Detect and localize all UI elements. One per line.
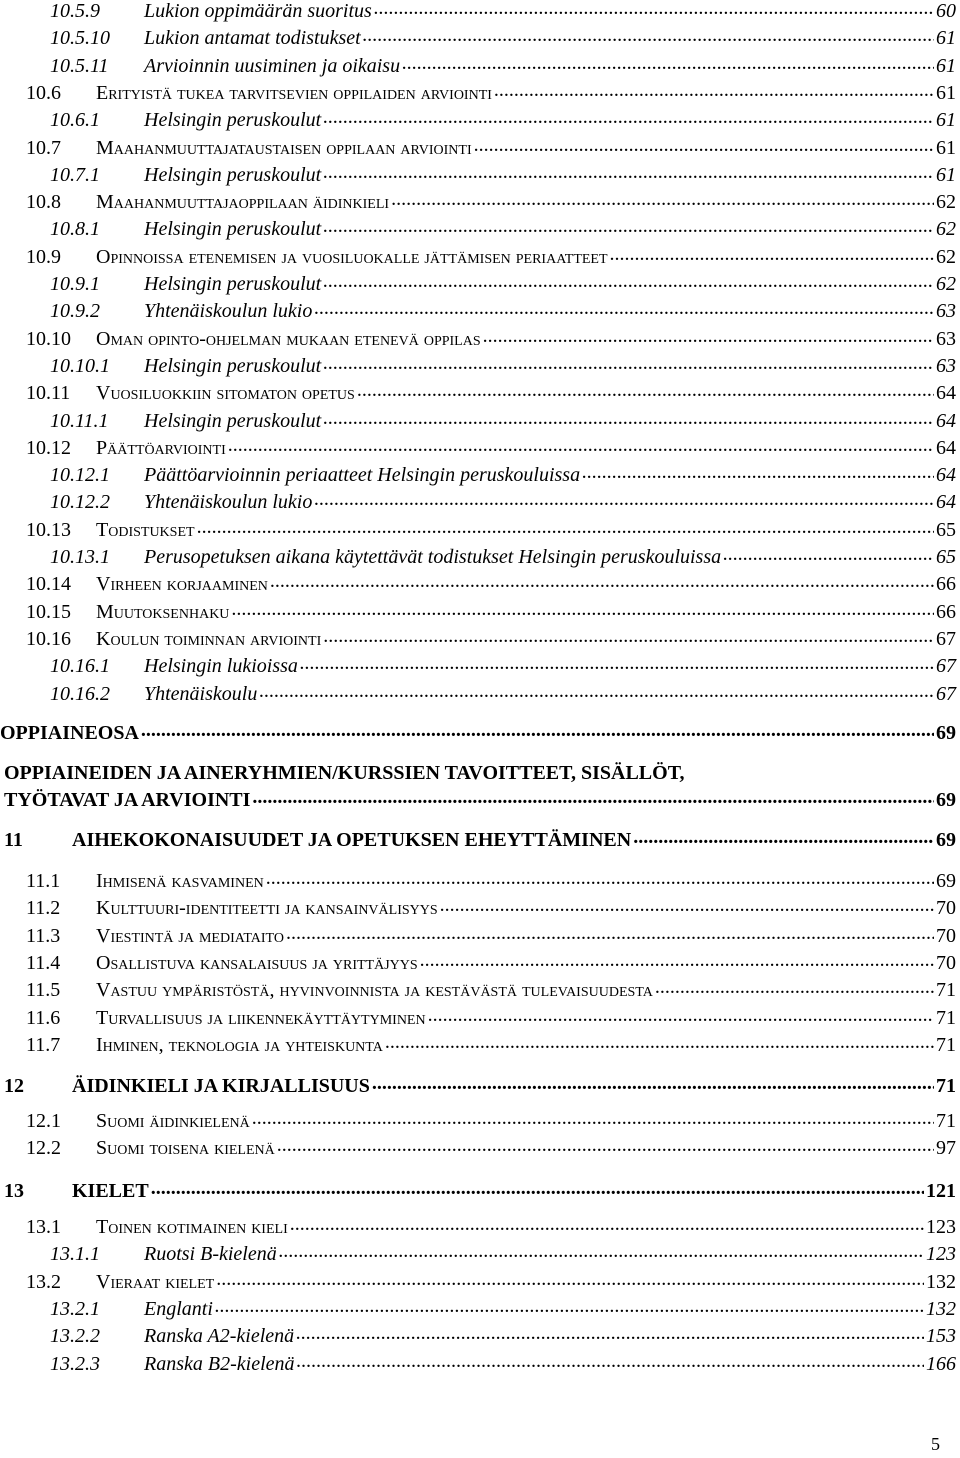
toc-entry-page: 70 (936, 897, 956, 920)
toc-entry-page: 62 (936, 245, 956, 268)
toc-entry-title: Ranska A2-kielenä (144, 1325, 295, 1348)
toc-entry-page: 69 (936, 722, 956, 744)
toc-entry-page: 97 (936, 1137, 956, 1160)
toc-entry-number: 12.2 (26, 1137, 61, 1160)
toc-entry[interactable] (0, 109, 960, 136)
toc-entry-number: 10.6 (26, 81, 61, 104)
toc-entry-title: Arvioinnin uusiminen ja oikaisu (144, 54, 401, 77)
toc-entry-title: Perusopetuksen aikana käytettävät todistukset Helsingin peruskouluissa (144, 546, 722, 568)
toc-entry[interactable] (0, 82, 960, 109)
toc-chapter-title: KIELET (72, 1180, 149, 1202)
toc-entry-number: 10.7 (26, 136, 61, 159)
toc-entry-number: 10.16 (26, 627, 71, 650)
toc-entry-page: 166 (926, 1352, 956, 1375)
toc-entry-number: 12.1 (26, 1110, 61, 1132)
toc-entry-number: 10.6.1 (50, 109, 100, 132)
toc-entry[interactable] (0, 246, 960, 273)
toc-entry-number: 10.12.2 (50, 491, 110, 514)
toc-entry-number: 11.4 (26, 951, 61, 974)
toc-entry[interactable] (0, 546, 960, 573)
toc-entry-number: 13.1 (26, 1216, 61, 1238)
dot-leader (428, 1004, 934, 1027)
toc-entry-title: Kulttuuri-identiteetti ja kansainvälisyys (96, 897, 438, 920)
toc-entry-title: Koulun toiminnan arviointi (96, 627, 322, 650)
toc-entry-number: 10.9.1 (50, 273, 100, 295)
dot-leader (151, 1177, 924, 1200)
toc-entry-page: 64 (936, 436, 956, 459)
toc-entry[interactable] (0, 925, 960, 952)
dot-leader (277, 1134, 934, 1157)
dot-leader (323, 625, 934, 648)
dot-leader (323, 106, 934, 129)
toc-entry[interactable] (0, 1298, 960, 1325)
toc-entry-title: Helsingin peruskoulut (144, 354, 322, 377)
toc-entry-title: Osallistuva kansalaisuus ja yrittäjyys (96, 951, 418, 974)
toc-entry-page: 63 (936, 354, 956, 377)
toc-entry-page: 61 (936, 54, 956, 77)
toc-entry-title: Viestintä ja mediataito (96, 924, 284, 947)
toc-chapter-page: 69 (936, 829, 956, 851)
toc-entry-page: 71 (936, 979, 956, 1002)
toc-entry-number: 10.8 (26, 191, 61, 214)
toc-entry-page: 63 (936, 300, 956, 323)
toc-entry-number: 10.16.2 (50, 682, 110, 705)
toc-entry-title: Helsingin peruskoulut (144, 163, 322, 186)
dot-leader (494, 79, 934, 102)
toc-entry-number: 11.2 (26, 897, 61, 920)
dot-leader (300, 652, 934, 675)
toc-entry[interactable] (0, 300, 960, 327)
dot-leader (440, 894, 934, 917)
toc-entry[interactable] (0, 137, 960, 164)
toc-entry-title: Todistukset (96, 518, 195, 541)
toc-entry-title: Lukion oppimäärän suoritus (144, 0, 372, 22)
toc-entry[interactable] (0, 1110, 960, 1137)
page-number: 5 (931, 1434, 940, 1454)
toc-entry-title: Vastuu ympäristöstä, hyvinvoinnista ja kestävästä tulevaisuudesta (96, 979, 653, 1002)
toc-entry-page: 65 (936, 546, 956, 568)
toc-entry[interactable] (0, 1007, 960, 1034)
toc-entry-number: 10.13 (26, 518, 71, 541)
toc-chapter-number: 12 (4, 1075, 24, 1097)
toc-entry-page: 64 (936, 464, 956, 487)
dot-leader (402, 52, 934, 75)
toc-entry[interactable] (0, 0, 960, 27)
toc-chapter-page: 121 (926, 1180, 956, 1202)
toc-entry-number: 11.5 (26, 979, 61, 1002)
toc-entry-title: Maahanmuuttajaoppilaan äidinkieli (96, 191, 390, 214)
dot-leader (372, 1072, 934, 1095)
toc-entry[interactable] (0, 683, 960, 710)
toc-entry-page: 71 (936, 1033, 956, 1056)
toc-entry-page: 62 (936, 218, 956, 241)
toc-entry-page: 63 (936, 327, 956, 350)
toc-entry-number: 11.7 (26, 1033, 61, 1056)
dot-leader (323, 407, 934, 430)
toc-entry-title: Yhtenäiskoulu (144, 682, 258, 705)
toc-entry-number: 10.10.1 (50, 354, 110, 377)
toc-entry[interactable] (0, 328, 960, 355)
toc-entry-page: 132 (926, 1297, 956, 1320)
toc-entry-page: 70 (936, 924, 956, 947)
toc-entry-title: Helsingin lukioissa (144, 655, 298, 678)
toc-entry-title: Ihmisenä kasvaminen (96, 870, 264, 892)
toc-entry-title: Virheen korjaaminen (96, 573, 268, 596)
toc-entry-number: 10.5.10 (50, 27, 110, 50)
toc-entry[interactable] (0, 870, 960, 897)
toc-entry-page: 60 (936, 0, 956, 22)
toc-entry-title: Ruotsi B-kielenä (144, 1243, 277, 1266)
toc-entry-page: 61 (936, 81, 956, 104)
dot-leader (474, 134, 934, 157)
toc-entry[interactable] (0, 628, 960, 655)
toc-entry-title: Vuosiluokkiin sitomaton opetus (96, 382, 355, 405)
toc-entry[interactable] (0, 1137, 960, 1164)
toc-entry-page: 65 (936, 518, 956, 541)
toc-entry-title-line2: TYÖTAVAT JA ARVIOINTI (4, 789, 251, 811)
toc-entry-page: 66 (936, 600, 956, 623)
toc-chapter-title: AIHEKOKONAISUUDET JA OPETUKSEN EHEYTTÄMINEN (72, 829, 632, 851)
dot-leader (296, 1322, 924, 1345)
toc-chapter-13[interactable] (0, 1180, 960, 1207)
dot-leader (374, 0, 934, 20)
toc-entry-title: Päättöarvioinnin periaatteet Helsingin peruskouluissa (144, 464, 581, 487)
toc-entry-page: 67 (936, 682, 956, 705)
toc-entry[interactable] (0, 897, 960, 924)
dot-leader (228, 434, 934, 457)
toc-entry-page: 123 (926, 1243, 956, 1266)
toc-entry-title: Toinen kotimainen kieli (96, 1216, 288, 1238)
dot-leader (483, 325, 934, 348)
toc-entry[interactable] (0, 191, 960, 218)
dot-leader (357, 379, 934, 402)
toc-entry-page: 66 (936, 573, 956, 596)
dot-leader (252, 786, 934, 809)
toc-entry-title: Yhtenäiskoulun lukio (144, 300, 313, 323)
toc-entry-title-line1: OPPIAINEIDEN JA AINERYHMIEN/KURSSIEN TAVOITTEET, SISÄLLÖT, (4, 762, 685, 784)
dot-leader (279, 1240, 924, 1263)
toc-chapter-number: 13 (4, 1180, 24, 1202)
toc-entry-page: 69 (936, 870, 956, 892)
toc-entry-title: Helsingin peruskoulut (144, 218, 322, 241)
dot-leader (297, 1350, 925, 1373)
dot-leader (582, 461, 934, 484)
toc-entry-number: 11.6 (26, 1006, 61, 1029)
dot-leader (655, 976, 934, 999)
toc-entry-title: Opinnoissa etenemisen ja vuosiluokalle jättämisen periaatteet (96, 245, 608, 268)
toc-chapter-12[interactable] (0, 1075, 960, 1102)
toc-entry-page: 69 (936, 789, 956, 811)
toc-entry[interactable] (0, 382, 960, 409)
dot-leader (323, 161, 934, 184)
toc-entry-title: OPPIAINEOSA (0, 722, 139, 744)
toc-entry-number: 11.1 (26, 870, 61, 892)
toc-entry-title: Helsingin peruskoulut (144, 273, 322, 295)
toc-entry[interactable] (0, 519, 960, 546)
dot-leader (231, 598, 934, 621)
dot-leader (323, 352, 934, 375)
toc-entry-title: Yhtenäiskoulun lukio (144, 491, 313, 514)
toc-entry-number: 13.2.3 (50, 1352, 100, 1375)
toc-entry-number: 10.7.1 (50, 163, 100, 186)
toc-entry-title: Helsingin peruskoulut (144, 409, 322, 432)
toc-entry[interactable] (0, 1243, 960, 1270)
toc-entry-number: 10.10 (26, 327, 71, 350)
toc-entry-page: 61 (936, 27, 956, 50)
toc-entry-title: Turvallisuus ja liikennekäyttäytyminen (96, 1006, 426, 1029)
toc-entry-number: 10.12 (26, 436, 71, 459)
toc-entry-number: 10.14 (26, 573, 71, 596)
toc-entry-page: 61 (936, 136, 956, 159)
toc-entry[interactable] (0, 1353, 960, 1380)
toc-entry[interactable] (0, 601, 960, 628)
dot-leader (197, 516, 934, 539)
dot-leader (323, 215, 934, 238)
toc-chapter-number: 11 (4, 829, 23, 851)
dot-leader (270, 570, 934, 593)
dot-leader (290, 1213, 924, 1236)
toc-entry-number: 10.9 (26, 245, 61, 268)
toc-entry-page: 64 (936, 409, 956, 432)
toc-entry-title: Lukion antamat todistukset (144, 27, 361, 50)
toc-entry[interactable] (0, 27, 960, 54)
dot-leader (314, 297, 934, 320)
toc-entry-page: 67 (936, 655, 956, 678)
toc-entry-page: 71 (936, 1110, 956, 1132)
toc-entry-title: Maahanmuuttajataustaisen oppilaan arviointi (96, 136, 472, 159)
toc-entry[interactable] (0, 491, 960, 518)
toc-entry-number: 10.5.9 (50, 0, 100, 22)
dot-leader (286, 922, 934, 945)
toc-entry-title: Ihminen, teknologia ja yhteiskunta (96, 1033, 383, 1056)
toc-entry[interactable] (0, 218, 960, 245)
toc-entry[interactable] (0, 464, 960, 491)
toc-entry-title: Päättöarviointi (96, 436, 226, 459)
toc-entry-title: Suomi äidinkielenä (96, 1110, 250, 1132)
toc-entry[interactable] (0, 437, 960, 464)
toc-entry[interactable] (0, 1325, 960, 1352)
dot-leader (633, 826, 934, 849)
toc-entry[interactable] (0, 655, 960, 682)
toc-entry[interactable] (0, 355, 960, 382)
toc-entry-number: 10.11.1 (50, 409, 109, 432)
toc-entry-title: Englanti (144, 1297, 213, 1320)
toc-entry-title: Suomi toisena kielenä (96, 1137, 275, 1160)
toc-entry-title: Oman opinto-ohjelman mukaan etenevä oppilas (96, 327, 481, 350)
toc-entry-number: 10.12.1 (50, 464, 110, 487)
toc-chapter-11[interactable] (0, 829, 960, 856)
toc-entry-page: 70 (936, 951, 956, 974)
dot-leader (610, 243, 934, 266)
toc-entry-number: 10.16.1 (50, 655, 110, 678)
toc-entry-page: 61 (936, 163, 956, 186)
dot-leader (420, 949, 934, 972)
toc-entry-number: 11.3 (26, 924, 61, 947)
toc-entry-number: 10.5.11 (50, 54, 109, 77)
toc-entry-number: 10.15 (26, 600, 71, 623)
dot-leader (259, 680, 934, 703)
dot-leader (266, 867, 934, 890)
toc-entry-title: Muutoksenhaku (96, 600, 230, 623)
toc-entry[interactable] (0, 1271, 960, 1298)
toc-entry-number: 10.11 (26, 382, 71, 405)
toc-chapter-page: 71 (936, 1075, 956, 1097)
toc-entry-number: 13.2 (26, 1270, 61, 1293)
toc-entry-page: 64 (936, 382, 956, 405)
toc-entry-page: 62 (936, 273, 956, 295)
toc-entry-page: 123 (926, 1216, 956, 1238)
toc-chapter-title: ÄIDINKIELI JA KIRJALLISUUS (72, 1075, 370, 1097)
toc-entry[interactable] (0, 273, 960, 300)
toc-entry[interactable] (0, 979, 960, 1006)
dot-leader (391, 188, 934, 211)
toc-entry-number: 13.1.1 (50, 1243, 100, 1266)
toc-entry[interactable] (0, 573, 960, 600)
toc-entry-title: Erityistä tukea tarvitsevien oppilaiden arviointi (96, 81, 492, 104)
toc-entry[interactable] (0, 1216, 960, 1243)
toc-entry-page: 132 (926, 1270, 956, 1293)
toc-entry-title: Ranska B2-kielenä (144, 1352, 295, 1375)
toc-entry-oppiaineosa[interactable] (0, 722, 960, 749)
toc-entry[interactable] (0, 164, 960, 191)
toc-entry-page: 67 (936, 627, 956, 650)
toc-entry-number: 13.2.2 (50, 1325, 100, 1348)
toc-entry-number: 10.13.1 (50, 546, 110, 568)
toc-entry-page: 61 (936, 109, 956, 132)
dot-leader (385, 1031, 934, 1054)
toc-entry-number: 13.2.1 (50, 1297, 100, 1320)
dot-leader (216, 1268, 924, 1291)
toc-entry-page: 153 (926, 1325, 956, 1348)
dot-leader (363, 24, 934, 47)
toc-entry-number: 10.9.2 (50, 300, 100, 323)
dot-leader (215, 1295, 924, 1318)
dot-leader (141, 719, 934, 742)
toc-entry[interactable] (0, 55, 960, 82)
toc-entry-page: 71 (936, 1006, 956, 1029)
toc-entry-page: 62 (936, 191, 956, 214)
toc-entry-title: Helsingin peruskoulut (144, 109, 322, 132)
toc-entry-page: 64 (936, 491, 956, 514)
toc-entry-number: 10.8.1 (50, 218, 100, 241)
dot-leader (323, 270, 934, 293)
dot-leader (252, 1107, 934, 1130)
toc-entry-title: Vieraat kielet (96, 1270, 215, 1293)
toc-entry[interactable] (0, 410, 960, 437)
dot-leader (314, 488, 934, 511)
dot-leader (723, 543, 934, 566)
toc-entry[interactable] (0, 952, 960, 979)
toc-entry[interactable] (0, 1034, 960, 1061)
